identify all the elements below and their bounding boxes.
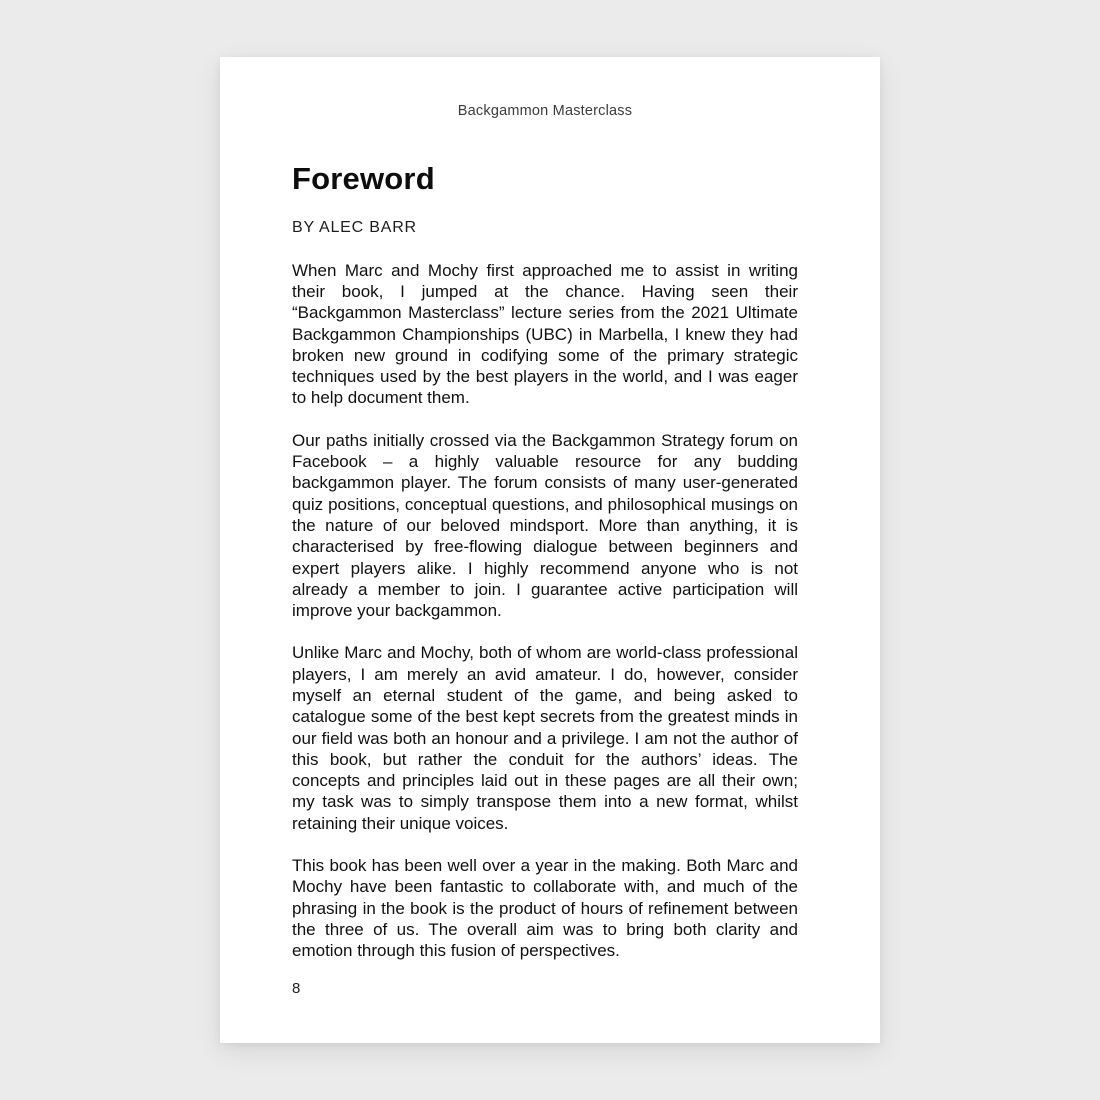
- book-page: [220, 57, 880, 1043]
- paragraph: This book has been well over a year in the making. Both Marc and Mochy have been fantastic to collaborate with, and much of the phrasing in the book is the product of hours of refinement between the three of us. The overall aim was to bring both clarity and emotion through this fusion of perspectives.: [292, 856, 798, 961]
- page-title: Foreword: [292, 161, 435, 196]
- author-byline: BY ALEC BARR: [292, 218, 417, 236]
- paragraph: Our paths initially crossed via the Backgammon Strategy forum on Facebook – a highly valuable resource for any budding backgammon player. The forum consists of many user-generated quiz positions, conceptual questions, and philosophical musings on the nature of our beloved mindsport. More than anything, it is characterised by free-flowing dialogue between beginners and expert players alike. I highly recommend anyone who is not already a member to join. I guarantee active participation will improve your backgammon.: [292, 430, 798, 621]
- paragraph: Unlike Marc and Mochy, both of whom are world-class professional players, I am merely an avid amateur. I do, however, consider myself an eternal student of the game, and being asked to catalogue some of the best kept secrets from the greatest minds in our field was both an honour and a privilege. I am not the author of this book, but rather the conduit for the authors’ ideas. The concepts and principles laid out in these pages are all their own; my task was to simply transpose them into a new format, whilst retaining their unique voices.: [292, 643, 798, 833]
- page-number: 8: [292, 980, 301, 997]
- body-text: [292, 260, 798, 962]
- paragraph: When Marc and Mochy first approached me to assist in writing their book, I jumped at the chance. Having seen their “Backgammon Masterclass” lecture series from the 2021 Ultimate Backgammon Championships (UBC) in Marbella, I knew they had broken new ground in codifying some of the primary strategic techniques used by the best players in the world, and I was eager to help document them.: [292, 260, 798, 408]
- running-header: Backgammon Masterclass: [457, 103, 633, 119]
